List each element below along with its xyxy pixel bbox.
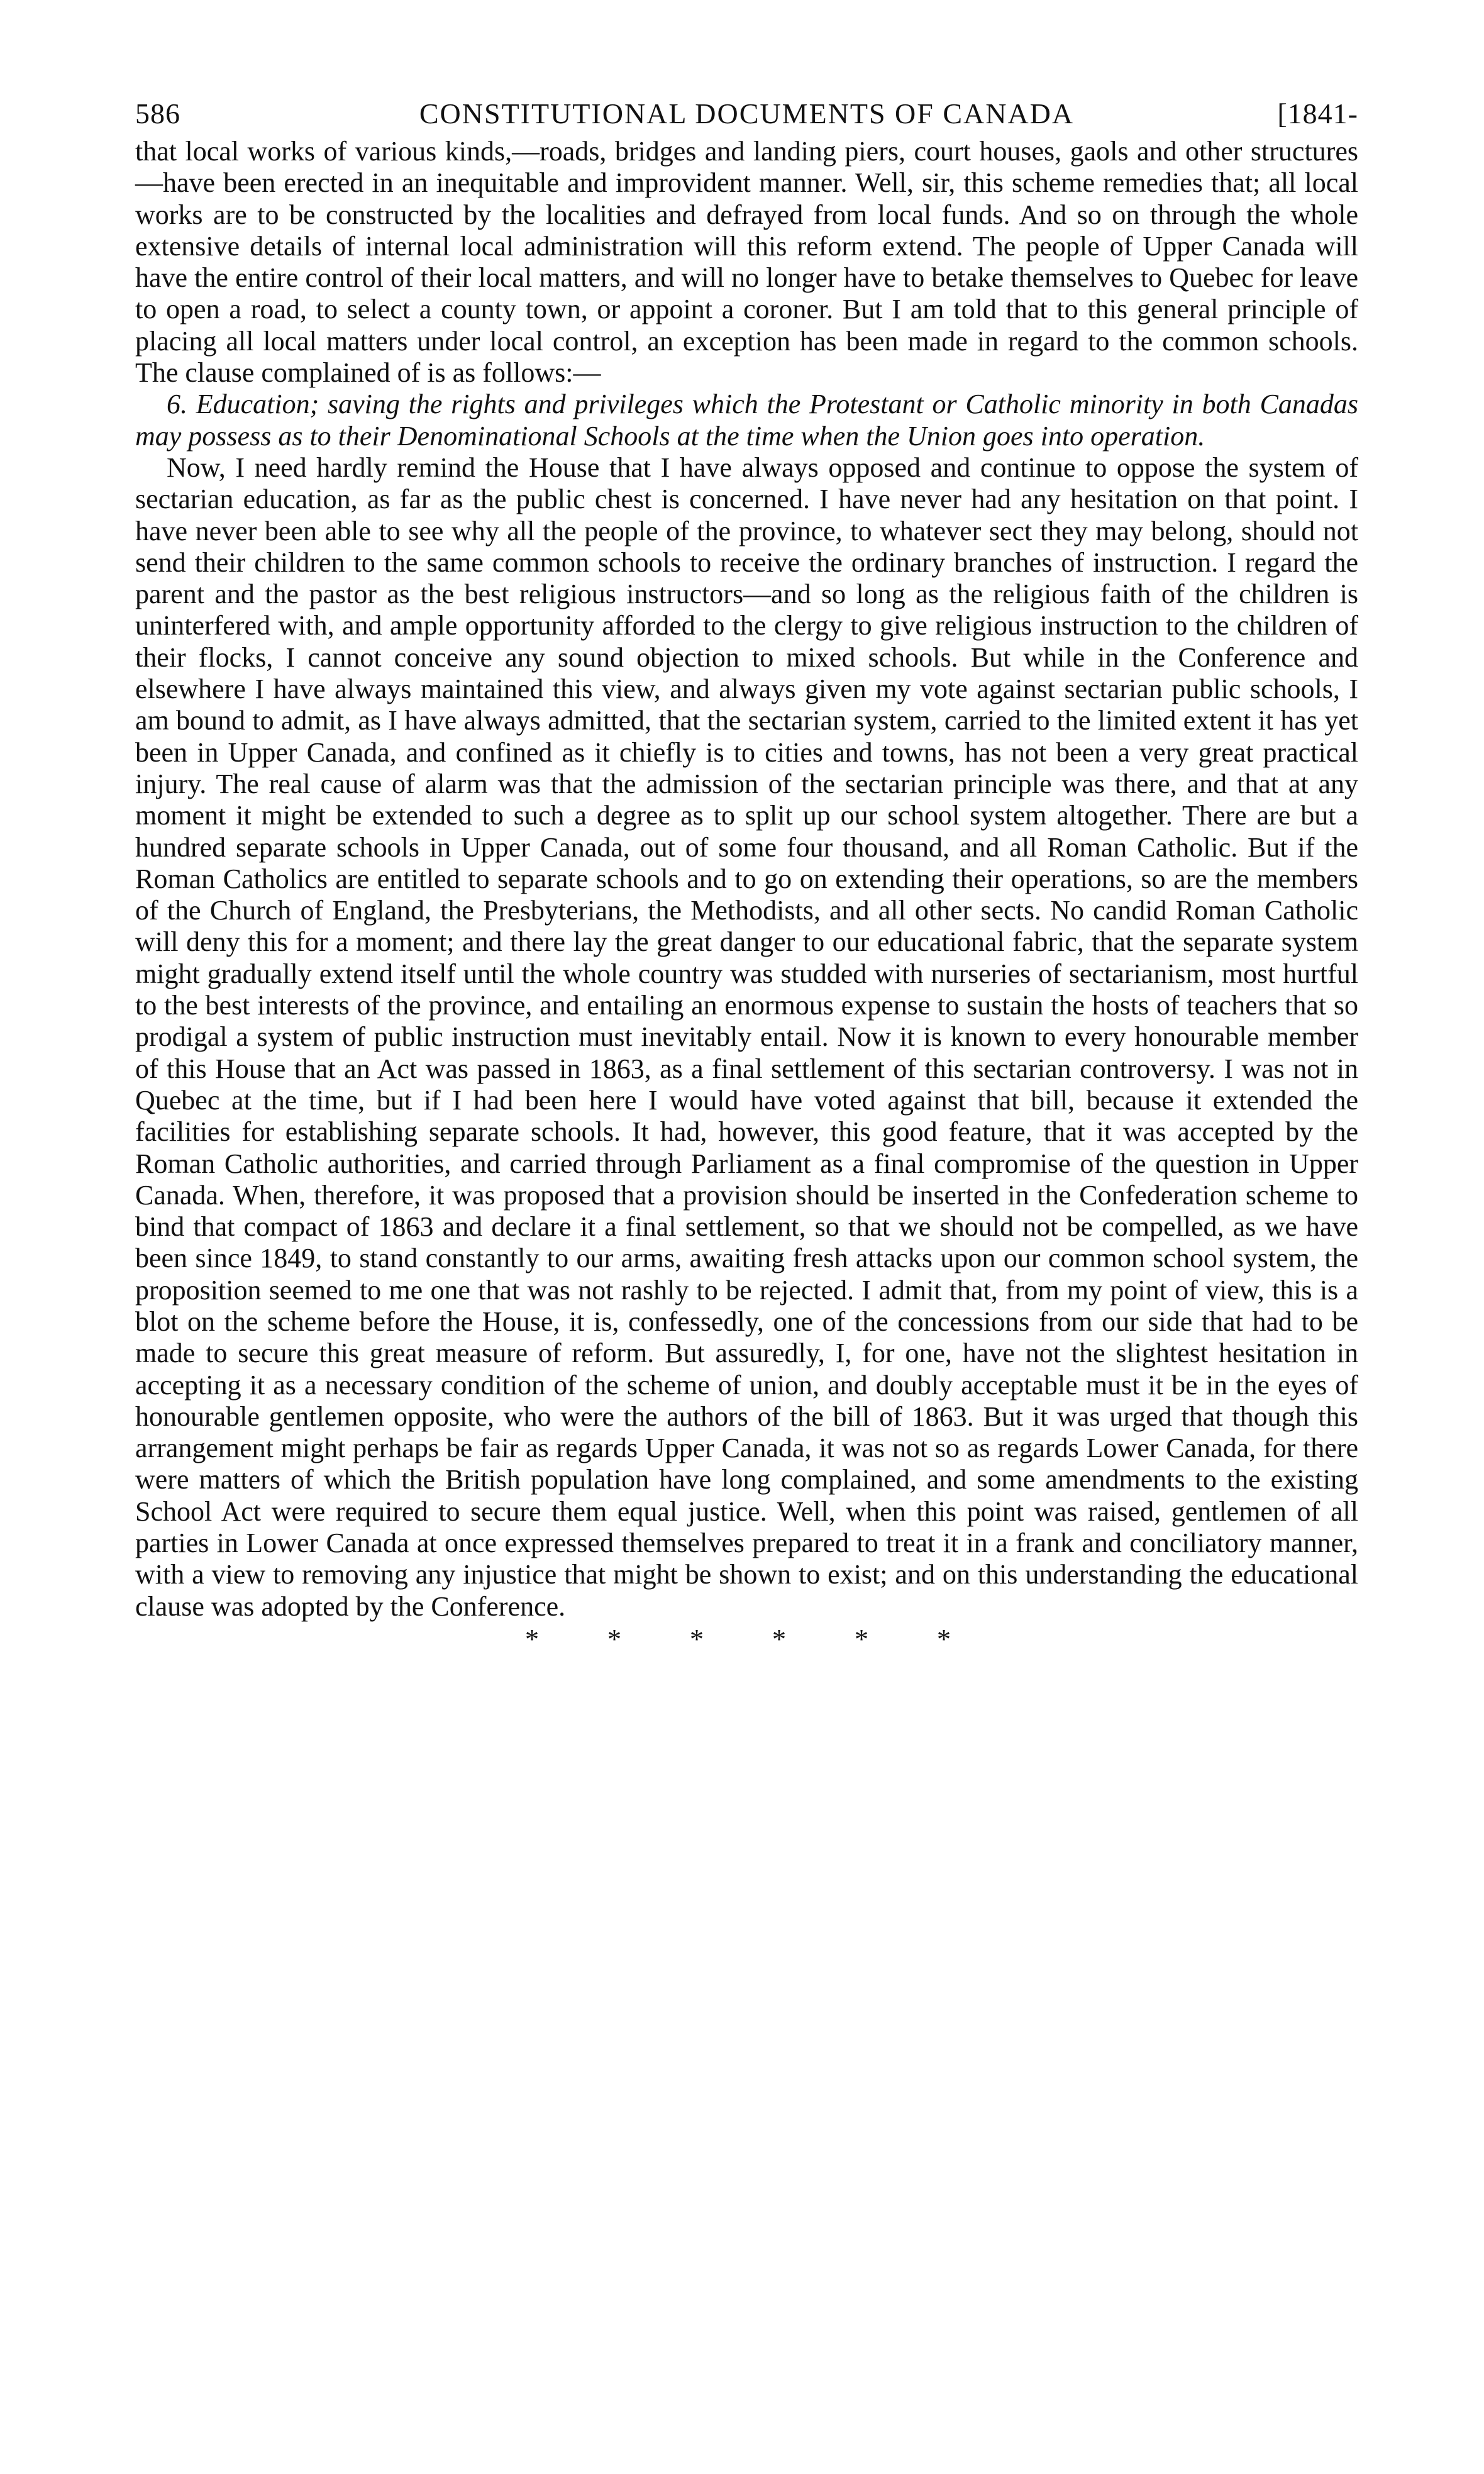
document-page: [135, 96, 1358, 1655]
book-title: CONSTITUTIONAL DOCUMENTS OF CANADA: [419, 97, 1075, 130]
separator-asterisk: *: [855, 1623, 868, 1655]
body-text: [135, 136, 1358, 1623]
section-separator: [135, 1624, 1358, 1655]
separator-asterisk: *: [772, 1623, 786, 1655]
separator-asterisk: *: [525, 1623, 539, 1655]
separator-asterisk: *: [690, 1623, 704, 1655]
paragraph-main: Now, I need hardly remind the House that I have always opposed and continue to oppose the system of sectarian education, as far as the public chest is concerned. I have never had any hesitation on that point. I have never been able to see why all the people of the province, to whatever sect they may belong, should not send their children to the same common schools to receive the ordinary branches of instruction. I regard the parent and the pastor as the best religious instructors—and so long as the religious faith of the children is uninterfered with, and ample opportunity afforded to the clergy to give religious instruction to the children of their flocks, I cannot conceive any sound objection to mixed schools. But while in the Conference and elsewhere I have always maintained this view, and always given my vote against sectarian public schools, I am bound to admit, as I have always admitted, that the sectarian system, carried to the limited extent it has yet been in Upper Canada, and confined as it chiefly is to cities and towns, has not been a very great practical injury. The real cause of alarm was that the admission of the sectarian principle was there, and that at any moment it might be extended to such a degree as to split up our school system altogether. There are but a hundred separate schools in Upper Canada, out of some four thousand, and all Roman Catholic. But if the Roman Catholics are entitled to separate schools and to go on extending their operations, so are the members of the Church of England, the Presbyterians, the Methodists, and all other sects. No candid Roman Catholic will deny this for a moment; and there lay the great danger to our educational fabric, that the separate system might gradually extend itself until the whole country was studded with nurseries of sectarianism, most hurtful to the best interests of the province, and entailing an enormous expense to sustain the hosts of teachers that so prodigal a system of public instruction must inevitably entail. Now it is known to every honourable member of this House that an Act was passed in 1863, as a final settlement of this sectarian controversy. I was not in Quebec at the time, but if I had been here I would have voted against that bill, because it extended the facilities for establishing separate schools. It had, however, this good feature, that it was accepted by the Roman Catholic authorities, and carried through Parliament as a final compromise of the question in Upper Canada. When, therefore, it was proposed that a provision should be inserted in the Confederation scheme to bind that compact of 1863 and declare it a final settlement, so that we should not be compelled, as we have been since 1849, to stand constantly to our arms, awaiting fresh attacks upon our common school system, the proposition seemed to me one that was not rashly to be rejected. I admit that, from my point of view, this is a blot on the scheme before the House, it is, confessedly, one of the concessions from our side that had to be made to secure this great measure of reform. But assuredly, I, for one, have not the slightest hesitation in accepting it as a necessary condition of the scheme of union, and doubly acceptable must it be in the eyes of honourable gentlemen opposite, who were the authors of the bill of 1863. But it was urged that though this arrangement might perhaps be fair as regards Upper Canada, it was not so as regards Lower Canada, for there were matters of which the British population have long complained, and some amendments to the existing School Act were required to secure them equal justice. Well, when this point was raised, gentlemen of all parties in Lower Canada at once expressed themselves prepared to treat it in a frank and conciliatory manner, with a view to removing any injustice that might be shown to exist; and on this understanding the educational clause was adopted by the Conference.: [135, 452, 1358, 1622]
year-mark: [1841-: [1277, 97, 1358, 130]
quoted-clause: 6. Education; saving the rights and privileges which the Protestant or Catholic minority in both Canadas may possess as to their Denominational Schools at the time when the Union goes into operation.: [135, 389, 1358, 452]
separator-asterisk: *: [937, 1623, 951, 1655]
page-number: 586: [135, 97, 180, 130]
separator-asterisk: *: [607, 1623, 621, 1655]
paragraph-continued: that local works of various kinds,—roads, bridges and landing piers, court houses, gaols and other structures—have been erected in an inequitable and improvident manner. Well, sir, this scheme remedies that; all local works are to be constructed by the localities and defrayed from local funds. And so on through the whole extensive details of internal local administration will this reform extend. The people of Upper Canada will have the entire control of their local matters, and will no longer have to betake themselves to Quebec for leave to open a road, to select a county town, or appoint a coroner. But I am told that to this general principle of placing all local matters under local control, an exception has been made in regard to the common schools. The clause complained of is as follows:—: [135, 136, 1358, 389]
running-head: [135, 96, 1358, 132]
